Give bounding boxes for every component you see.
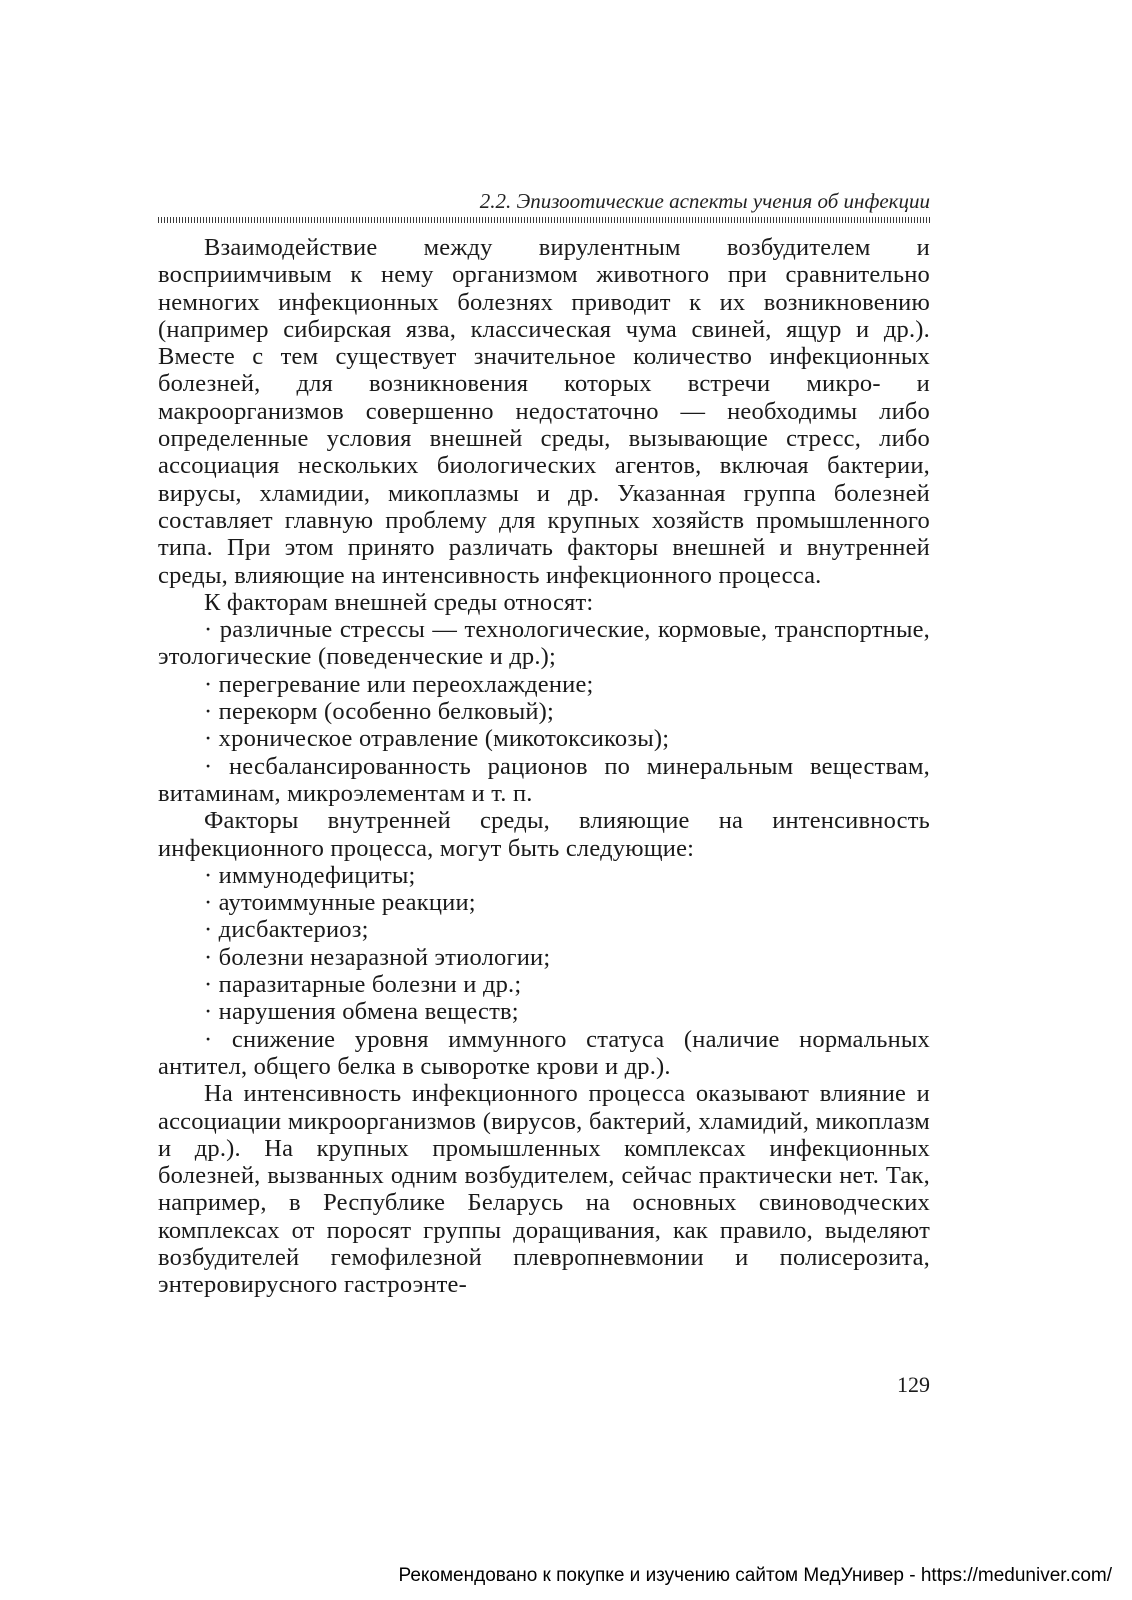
list-item: · несбалансированность рационов по минеральным веществам, витаминам, микроэлементам и т. п. (158, 752, 930, 807)
list-item: · дисбактериоз; (204, 916, 369, 944)
list-item: · снижение уровня иммунного статуса (наличие нормальных антител, общего белка в сыворотке крови и др.). (158, 1025, 930, 1080)
header-rule (158, 217, 930, 223)
paragraph-associations: На интенсивность инфекционного процесса оказывают влияние и ассоциации микроорганизмов (вирусов, бактерий, хламидий, микоплазм и др.). На крупных промышленных комплексах инфекционных болезней, вызванных одним возбудителем, сейчас практически нет. Так, например, в Республике Беларусь на основных свиноводческих комплексах от поросят группы доращивания, как правило, выделяют возбудителей гемофилезной плевропневмонии и полисерозита, энтеровирусного гастроэнте- (158, 1080, 930, 1299)
list-item: · аутоиммунные реакции; (204, 889, 476, 917)
list-item: · паразитарные болезни и др.; (204, 971, 522, 999)
recommendation-footer: Рекомендовано к покупке и изучению сайтом МедУнивер - https://meduniver.com/ (398, 1565, 1112, 1586)
page-number: 129 (897, 1372, 930, 1397)
list-item: · различные стрессы — технологические, кормовые, транспортные, этологические (поведенческие и др.); (158, 616, 930, 671)
list-item: · нарушения обмена веществ; (204, 998, 519, 1026)
list-item: · иммунодефициты; (204, 861, 416, 889)
list-item: · хроническое отравление (микотоксикозы); (204, 725, 670, 753)
internal-factors-heading: Факторы внутренней среды, влияющие на интенсивность инфекционного процесса, могут быть следующие: (158, 807, 930, 862)
running-header: 2.2. Эпизоотические аспекты учения об инфекции (479, 189, 930, 213)
external-factors-heading: К факторам внешней среды относят: (204, 588, 594, 616)
page-body (158, 234, 930, 1299)
list-item: · болезни незаразной этиологии; (204, 943, 551, 971)
paragraph-intro: Взаимодействие между вирулентным возбудителем и восприимчивым к нему организмом животного при сравнительно немногих инфекционных болезнях приводит к их возникновению (например сибирская язва, классическая чума свиней, ящур и др.). Вместе с тем существует значительное количество инфекционных болезней, для возникновения которых встречи микро- и макроорганизмов совершенно недостаточно — необходимы либо определенные условия внешней среды, вызывающие стресс, либо ассоциация нескольких биологических агентов, включая бактерии, вирусы, хламидии, микоплазмы и др. Указанная группа болезней составляет главную проблему для крупных хозяйств промышленного типа. При этом принято различать факторы внешней и внутренней среды, влияющие на интенсивность инфекционного процесса. (158, 234, 930, 589)
list-item: · перегревание или переохлаждение; (204, 670, 594, 698)
list-item: · перекорм (особенно белковый); (204, 698, 555, 726)
